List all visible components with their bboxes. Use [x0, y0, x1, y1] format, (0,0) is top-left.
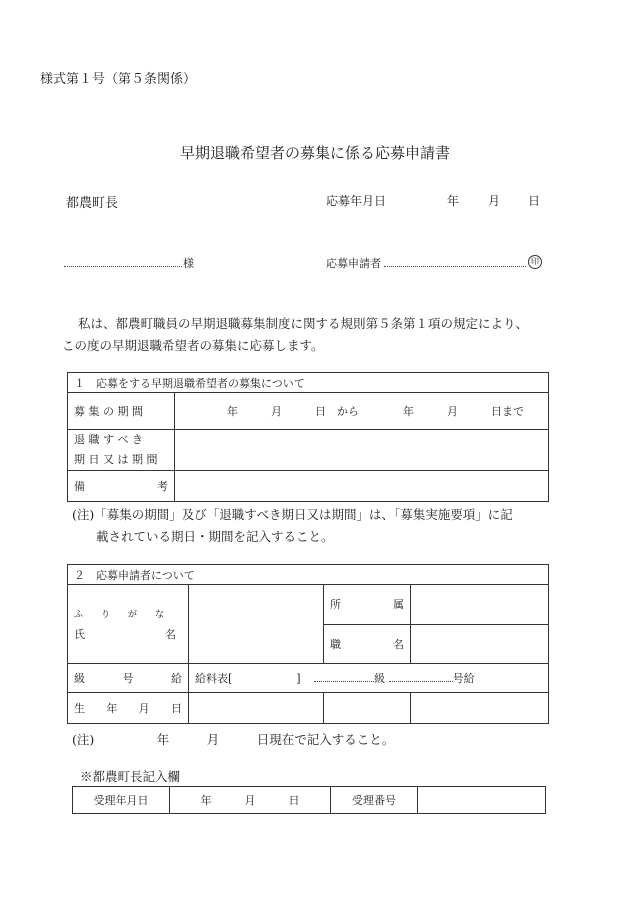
name-field[interactable] [189, 585, 324, 664]
page-title: 早期退職希望者の募集に係る応募申請書 [179, 144, 450, 162]
date-year: 年 [447, 194, 460, 208]
addressee-name-line[interactable] [64, 266, 182, 267]
seal-icon: 印 [528, 253, 542, 269]
affiliation-field[interactable] [411, 585, 549, 625]
addressee: 都農町長 [66, 196, 119, 211]
affiliation-label: 所 属 [324, 585, 411, 625]
name-label: ふ り が な 氏 名 [68, 585, 189, 664]
date-label: 応募年月日 [326, 194, 387, 208]
applicant-name-line[interactable] [384, 266, 526, 267]
body-text-line2: この度の早期退職希望者の募集に応募します。 [62, 338, 324, 353]
grade-label: 級 号 給 [68, 664, 189, 693]
received-date-label: 受理年月日 [73, 787, 170, 814]
retire-date-label: 退 職 す べ き 期 日 又 は 期 間 [68, 430, 175, 471]
blank-cell-a[interactable] [324, 693, 411, 724]
received-date-field[interactable]: 年 月 日 [170, 787, 331, 814]
received-number-label: 受理番号 [331, 787, 418, 814]
form-number: 様式第１号（第５条関係） [40, 72, 197, 87]
section2-heading: ２ 応募申請者について [68, 565, 549, 585]
body-text-line1: 私は、都農町職員の早期退職募集制度に関する規則第５条第１項の規定により、 [78, 316, 529, 331]
section2-note: (注) 年 月 日現在で記入すること。 [72, 732, 395, 747]
period-field[interactable]: 年 月 日 から 年 月 日まで [175, 393, 549, 430]
blank-cell-b[interactable] [411, 693, 549, 724]
section1-note-line2: 載されている期日・期間を記入すること。 [96, 529, 334, 544]
date-day: 日 [528, 194, 541, 208]
position-field[interactable] [411, 624, 549, 664]
remarks-field[interactable] [175, 471, 549, 502]
position-label: 職 名 [324, 624, 411, 664]
date-month: 月 [488, 194, 501, 208]
sama-text: 様 [183, 257, 194, 270]
recruitment-table [67, 372, 549, 502]
section3-heading: ※都農町長記入欄 [80, 769, 181, 784]
birth-label: 生 年 月 日 [68, 693, 189, 724]
birth-field[interactable] [189, 693, 324, 724]
received-number-field[interactable] [418, 787, 546, 814]
period-label: 募 集 の 期 間 [68, 393, 175, 430]
section1-note-line1: (注)「募集の期間」及び「退職すべき期日又は期間」は、「募集実施要項」に記 [72, 507, 513, 522]
salary-field[interactable]: 給料表[ ] 級 号給 [189, 664, 549, 693]
retire-date-field[interactable] [175, 430, 549, 471]
applicant-table [67, 564, 549, 724]
mayor-entry-table [72, 786, 546, 814]
section1-heading: １ 応募をする早期退職希望者の募集について [68, 373, 549, 393]
remarks-label: 備 考 [68, 471, 175, 502]
applicant-label: 応募申請者 [326, 257, 381, 270]
